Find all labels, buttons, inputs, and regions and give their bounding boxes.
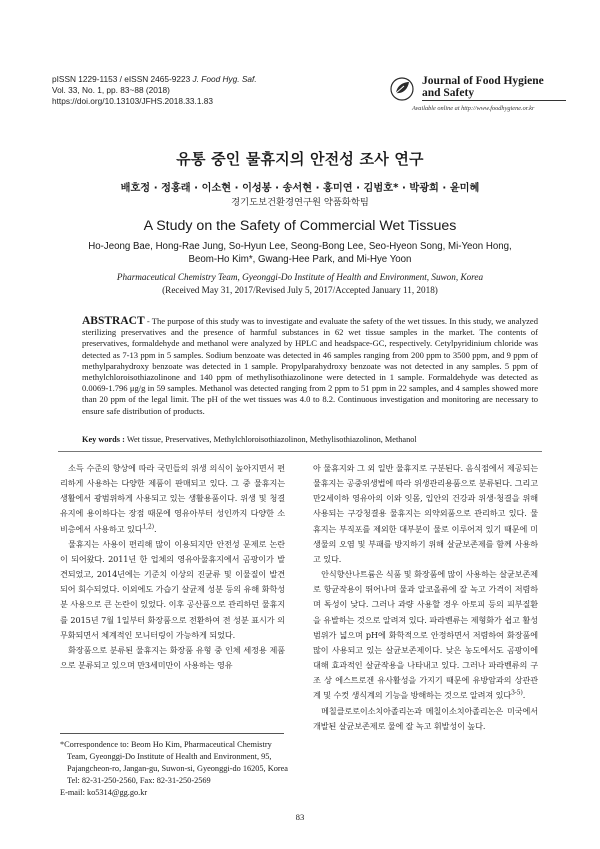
right-column (313, 461, 538, 734)
title-korean: 유통 중인 물휴지의 안전성 조사 연구 (176, 150, 424, 168)
abstract-body: - The purpose of this study was to investigate and evaluate the safety of the wet tissues. In this study, we analyzed sterilizing preservatives and the presence of harmful substances in 62 wet tissue samples in the market. The contents of preservatives, formaldehyde and methanol were analyzed by HPLC and headspace-GC, respectively. Cetylpyridinium chloride was detected as 7-13 ppm in 5 samples. Sodium benzoate was detected in 46 samples ranging from 200 ppm to 3500 ppm, and 9 ppm of methylparahydroxy benzoate was detected in 1 sample. Propylparahydroxy benzoate was not detected in any samples. 5 ppm of methylchloroisothiazolinone and 140 ppm of methylisothiazolinone were detected in 1 sample. Formaldehyde was detected as 0.0069-1.796 μg/g in 59 samples. Methanol was detected ranging from 2 ppm to 51 ppm in 22 samples, and 4 samples showed more than 20 ppm of the legal limit. The pH of the wet tissues was 4.0 to 8.2. Continuous investigation and monitoring are necessary to ensure safe distribution of products. (82, 316, 539, 416)
intro-paragraph-3: 화장품으로 분류된 물휴지는 화장품 유형 중 인체 세정용 제품으로 분류되고 있으며 만3세미만이 사용하는 영유 (60, 644, 285, 671)
journal-url[interactable]: Available online at http://www.foodhygiene.or.kr (412, 105, 535, 112)
journal-leaf-logo-icon (390, 77, 414, 101)
title-english: A Study on the Safety of Commercial Wet Tissues (143, 218, 457, 234)
journal-name-line1: Journal of Food Hygiene (422, 75, 544, 87)
page-number: 83 (295, 812, 305, 822)
abstract (82, 316, 538, 417)
body-paragraph-3: 메칠클로로이소치아졸리논과 메칠이소치아졸리논은 미국에서 개발된 살균보존제로 물에 잘 녹고 휘발성이 높다. (313, 705, 538, 731)
footnote-line: Tel: 82-31-250-2560, Fax: 82-31-250-2569 (67, 776, 211, 785)
body-paragraph-1: 아 물휴지와 그 외 일반 물휴지로 구분된다. 음식점에서 제공되는 물휴지는 공중위생법에 따라 위생관리용품으로 분류된다. 그리고 만2세이하 영유아의 이와 잇몸, 입안의 건강과 위생·청결을 위해 사용되는 구강청결용 물휴지는 의약외품으로 관리하고 있다. 물휴지는 부직포를 제외한 대부분이 물로 이루어져 있기 때문에 미생물의 오염 및 부패를 방지하기 위해 살균보존제를 함께 사용하고 있다. (313, 463, 538, 564)
intro-paragraph-1 (60, 461, 285, 537)
authors-english-line2: Beom-Ho Kim*, Gwang-Hee Park, and Mi-Hye Yoon (188, 254, 412, 265)
journal-name-line2: and Safety (422, 87, 475, 99)
intro-paragraph-2: 물휴지는 사용이 편리해 많이 이용되지만 안전성 문제로 논란이 되어왔다. 2011년 한 업체의 영유아물휴지에서 곰팡이가 발견되었고, 2014년에는 기준치 이상의 진균류 및 이물질이 발견되어 회수되었다. 이외에도 가습기 살균제 성분 등의 유해 화학성분 사용으로 큰 논란이 있었다. 이후 공산품으로 관리하던 물휴지를 2015년 7월 1일부터 화장품으로 전환하여 전 성분 표시가 의무화되면서 체계적인 모니터링이 가능하게 되었다. (60, 538, 285, 640)
footnote-line: Team, Gyeonggi-Do Institute of Health and Environment, 95, (67, 752, 272, 761)
doi-link[interactable]: https://doi.org/10.13103/JFHS.2018.33.1.83 (52, 96, 213, 106)
left-column (60, 461, 285, 673)
footnote-divider (60, 733, 284, 734)
journal-abbrev: J. Food Hyg. Saf. (192, 74, 257, 84)
received-dates: (Received May 31, 2017/Revised July 5, 2017/Accepted January 11, 2018) (162, 285, 438, 295)
affiliation-korean: 경기도보건환경연구원 약품화학팀 (231, 197, 369, 208)
issn-line (52, 74, 257, 85)
footnote-line: Pajangcheon-ro, Jangan-gu, Suwon-si, Gyeonggi-do 16205, Korea (67, 764, 288, 773)
authors-english-line1: Ho-Jeong Bae, Hong-Rae Jung, So-Hyun Lee, Seong-Bong Lee, Seo-Hyeon Song, Mi-Yeon Hong, (88, 241, 512, 252)
correspondence-footnote (60, 739, 290, 799)
authors-english (58, 240, 542, 266)
abstract-heading: ABSTRACT (82, 315, 145, 327)
keywords-label: Key words : (82, 435, 125, 444)
logo-divider (422, 100, 566, 101)
affiliation-english: Pharmaceutical Chemistry Team, Gyeonggi-Do Institute of Health and Environment, Suwon, Korea (116, 272, 484, 282)
keywords (82, 435, 538, 444)
journal-citation-header (52, 74, 257, 107)
reference-marker[interactable]: 3-5) (511, 689, 523, 697)
para-text: 안식향산나트륨은 식품 및 화장품에 많이 사용하는 살균보존제로 항균작용이 뛰어나며 물과 알코올류에 잘 녹고 가격이 저렴하며 독성이 낮다. 그러나 과량 사용할 경우 아토피 등의 피부질환을 유발하는 것으로 알려져 있다. 파라벤류는 제형화가 쉽고 활성 범위가 넓으며 pH에 화학적으로 안정하면서 저렴하여 화장품에 많이 사용되고 있는 살균보존제이다. 낮은 농도에서도 곰팡이에 대해 효과적인 살균작용을 나타내고 있다. 그러나 파라벤류의 구조 상 에스트로겐 유사활성을 가지기 때문에 유방암과의 상관관계 및 수컷 생식계의 기능을 방해하는 것으로 알려져 있다 (313, 569, 538, 701)
para-end: . (522, 690, 526, 701)
section-divider (58, 451, 542, 452)
keywords-text: Wet tissue, Preservatives, Methylchloroisothiazolinon, Methylisothiazolinon, Methanol (126, 435, 417, 444)
para-end: . (153, 523, 157, 534)
authors-korean: 배호정 · 정홍래 · 이소현 · 이성봉 · 송서현 · 홍미연 · 김범호* · 박광희 · 윤미혜 (120, 183, 480, 194)
issn-text: pISSN 1229-1153 / eISSN 2465-9223 (52, 74, 191, 84)
journal-logo (390, 75, 570, 105)
body-paragraph-2 (313, 567, 538, 703)
reference-marker[interactable]: 1,2) (142, 522, 154, 530)
para-text: 소득 수준의 향상에 따라 국민들의 위생 의식이 높아지면서 편리하게 사용하는 다양한 제품이 판매되고 있다. 그 중 물휴지는 생활에서 광범위하게 사용되고 있는 생활용품이다. 위생 및 청결유지에 용이하다는 장점 때문에 영유아부터 성인까지 다양한 소비층에서 사용하고 있다 (60, 463, 285, 534)
footnote-line: *Correspondence to: Beom Ho Kim, Pharmaceutical Chemistry (60, 740, 272, 749)
footnote-email[interactable]: E-mail: ko5314@gg.go.kr (60, 788, 148, 797)
volume-line: Vol. 33, No. 1, pp. 83~88 (2018) (52, 85, 170, 95)
